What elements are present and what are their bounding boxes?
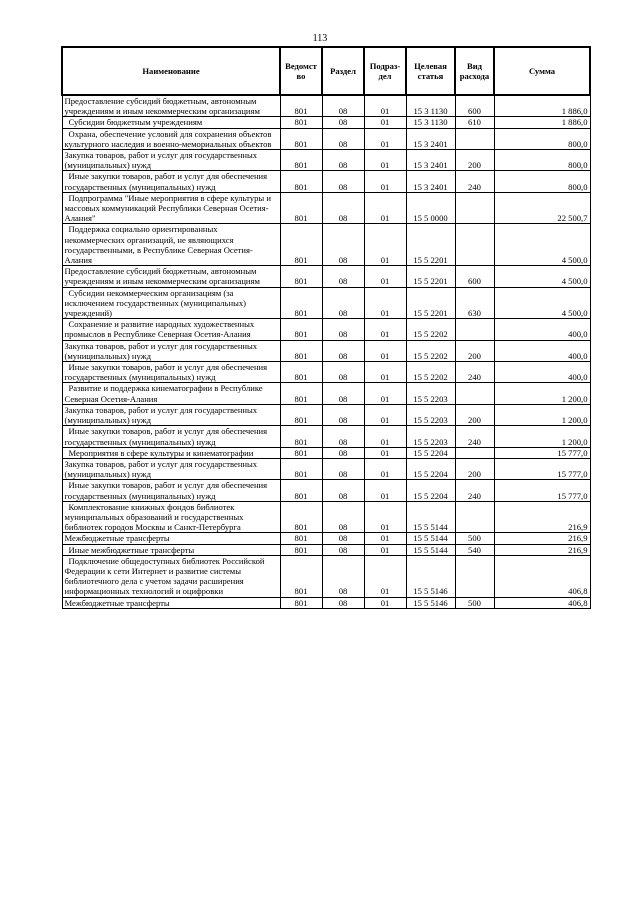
- cell-sum: 400,0: [494, 340, 590, 361]
- cell-section: 08: [322, 533, 364, 544]
- cell-section: 08: [322, 383, 364, 404]
- cell-name: Подпрограмма "Иные мероприятия в сфере культуры и массовых коммуникаций Республики Северная Осетия-Алания": [62, 192, 280, 224]
- cell-subsection: 01: [364, 555, 406, 597]
- cell-target: 15 5 5144: [406, 501, 455, 533]
- cell-section: 08: [322, 426, 364, 447]
- cell-sum: 22 500,7: [494, 192, 590, 224]
- header-name: Наименование: [62, 47, 280, 95]
- cell-subsection: 01: [364, 128, 406, 149]
- cell-name: Иные межбюджетные трансферты: [62, 544, 280, 555]
- cell-subsection: 01: [364, 287, 406, 319]
- cell-sum: 15 777,0: [494, 480, 590, 501]
- cell-sum: 216,9: [494, 544, 590, 555]
- header-subsection: Подраз- дел: [364, 47, 406, 95]
- cell-subsection: 01: [364, 597, 406, 608]
- cell-dept: 801: [280, 383, 322, 404]
- cell-dept: 801: [280, 224, 322, 266]
- cell-sum: 1 200,0: [494, 404, 590, 425]
- cell-target: 15 5 2204: [406, 480, 455, 501]
- cell-target: 15 5 5144: [406, 533, 455, 544]
- cell-subsection: 01: [364, 319, 406, 340]
- cell-dept: 801: [280, 287, 322, 319]
- cell-target: 15 3 2401: [406, 128, 455, 149]
- table-row: [62, 533, 590, 544]
- cell-type: 240: [455, 480, 494, 501]
- table-row: [62, 458, 590, 479]
- cell-section: 08: [322, 150, 364, 171]
- cell-subsection: 01: [364, 150, 406, 171]
- cell-section: 08: [322, 555, 364, 597]
- cell-dept: 801: [280, 426, 322, 447]
- cell-type: 500: [455, 597, 494, 608]
- cell-dept: 801: [280, 544, 322, 555]
- page-number: 113: [312, 33, 328, 44]
- table-row: [62, 362, 590, 383]
- table-row: [62, 340, 590, 361]
- cell-name: Субсидии бюджетным учреждениям: [62, 117, 280, 128]
- table-row: [62, 224, 590, 266]
- cell-target: 15 3 2401: [406, 171, 455, 192]
- cell-type: [455, 383, 494, 404]
- table-row: [62, 501, 590, 533]
- cell-type: [455, 319, 494, 340]
- cell-sum: 1 886,0: [494, 95, 590, 117]
- cell-type: [455, 555, 494, 597]
- table-row: [62, 128, 590, 149]
- cell-type: [455, 224, 494, 266]
- cell-target: 15 5 2202: [406, 319, 455, 340]
- cell-subsection: 01: [364, 340, 406, 361]
- cell-type: 200: [455, 340, 494, 361]
- cell-section: 08: [322, 340, 364, 361]
- cell-subsection: 01: [364, 383, 406, 404]
- cell-subsection: 01: [364, 117, 406, 128]
- cell-sum: 216,9: [494, 533, 590, 544]
- cell-dept: 801: [280, 95, 322, 117]
- cell-subsection: 01: [364, 266, 406, 287]
- cell-target: 15 3 2401: [406, 150, 455, 171]
- cell-name: Закупка товаров, работ и услуг для государственных (муниципальных) нужд: [62, 340, 280, 361]
- cell-name: Поддержка социально ориентированных некоммерческих организаций, не являющихся государственными, в Республике Северная Осетия-Алания: [62, 224, 280, 266]
- cell-dept: 801: [280, 362, 322, 383]
- cell-target: 15 5 2204: [406, 447, 455, 458]
- cell-name: Развитие и поддержка кинематографии в Республике Северная Осетия-Алания: [62, 383, 280, 404]
- cell-target: 15 3 1130: [406, 95, 455, 117]
- cell-subsection: 01: [364, 426, 406, 447]
- cell-dept: 801: [280, 458, 322, 479]
- cell-section: 08: [322, 362, 364, 383]
- cell-section: 08: [322, 480, 364, 501]
- cell-type: [455, 192, 494, 224]
- cell-dept: 801: [280, 480, 322, 501]
- cell-section: 08: [322, 501, 364, 533]
- cell-target: 15 5 2201: [406, 266, 455, 287]
- cell-name: Межбюджетные трансферты: [62, 597, 280, 608]
- cell-sum: 15 777,0: [494, 458, 590, 479]
- cell-dept: 801: [280, 266, 322, 287]
- cell-section: 08: [322, 117, 364, 128]
- cell-subsection: 01: [364, 171, 406, 192]
- cell-section: 08: [322, 171, 364, 192]
- header-dept: Ведомст во: [280, 47, 322, 95]
- cell-section: 08: [322, 404, 364, 425]
- cell-target: 15 5 2203: [406, 404, 455, 425]
- table-row: [62, 597, 590, 608]
- table-row: [62, 95, 590, 117]
- cell-subsection: 01: [364, 480, 406, 501]
- cell-name: Закупка товаров, работ и услуг для государственных (муниципальных) нужд: [62, 150, 280, 171]
- cell-dept: 801: [280, 533, 322, 544]
- cell-subsection: 01: [364, 362, 406, 383]
- cell-subsection: 01: [364, 501, 406, 533]
- cell-target: 15 5 2201: [406, 224, 455, 266]
- cell-name: Иные закупки товаров, работ и услуг для обеспечения государственных (муниципальных) нужд: [62, 480, 280, 501]
- cell-target: 15 5 0000: [406, 192, 455, 224]
- cell-sum: 400,0: [494, 362, 590, 383]
- cell-dept: 801: [280, 447, 322, 458]
- cell-section: 08: [322, 319, 364, 340]
- cell-target: 15 5 5146: [406, 555, 455, 597]
- table-row: [62, 383, 590, 404]
- cell-target: 15 5 2204: [406, 458, 455, 479]
- cell-sum: 1 200,0: [494, 426, 590, 447]
- cell-dept: 801: [280, 404, 322, 425]
- cell-sum: 400,0: [494, 319, 590, 340]
- table-row: [62, 426, 590, 447]
- cell-target: 15 3 1130: [406, 117, 455, 128]
- cell-type: 200: [455, 458, 494, 479]
- cell-name: Предоставление субсидий бюджетным, автономным учреждениям и иным некоммерческим организациям: [62, 95, 280, 117]
- cell-target: 15 5 2202: [406, 340, 455, 361]
- table-row: [62, 480, 590, 501]
- cell-name: Закупка товаров, работ и услуг для государственных (муниципальных) нужд: [62, 458, 280, 479]
- table-row: [62, 171, 590, 192]
- cell-section: 08: [322, 95, 364, 117]
- cell-section: 08: [322, 447, 364, 458]
- table-row: [62, 319, 590, 340]
- cell-type: 630: [455, 287, 494, 319]
- table-row: [62, 544, 590, 555]
- cell-sum: 800,0: [494, 150, 590, 171]
- cell-target: 15 5 2201: [406, 287, 455, 319]
- table-body: [62, 95, 590, 608]
- cell-name: Межбюджетные трансферты: [62, 533, 280, 544]
- cell-sum: 4 500,0: [494, 224, 590, 266]
- cell-type: 240: [455, 362, 494, 383]
- cell-target: 15 5 2203: [406, 383, 455, 404]
- cell-dept: 801: [280, 150, 322, 171]
- cell-type: 200: [455, 404, 494, 425]
- cell-dept: 801: [280, 340, 322, 361]
- cell-section: 08: [322, 458, 364, 479]
- cell-section: 08: [322, 266, 364, 287]
- cell-type: 540: [455, 544, 494, 555]
- cell-sum: 1 200,0: [494, 383, 590, 404]
- cell-sum: 216,9: [494, 501, 590, 533]
- cell-dept: 801: [280, 319, 322, 340]
- cell-dept: 801: [280, 597, 322, 608]
- cell-type: 200: [455, 150, 494, 171]
- cell-section: 08: [322, 192, 364, 224]
- header-sum: Сумма: [494, 47, 590, 95]
- cell-sum: 15 777,0: [494, 447, 590, 458]
- cell-type: 240: [455, 426, 494, 447]
- table-row: [62, 555, 590, 597]
- cell-name: Сохранение и развитие народных художественных промыслов в Республике Северная Осетия-Алания: [62, 319, 280, 340]
- cell-name: Предоставление субсидий бюджетным, автономным учреждениям и иным некоммерческим организациям: [62, 266, 280, 287]
- cell-name: Мероприятия в сфере культуры и кинематографии: [62, 447, 280, 458]
- cell-dept: 801: [280, 555, 322, 597]
- budget-table: [61, 46, 591, 609]
- table-row: [62, 266, 590, 287]
- cell-subsection: 01: [364, 544, 406, 555]
- cell-section: 08: [322, 128, 364, 149]
- cell-dept: 801: [280, 501, 322, 533]
- cell-sum: 800,0: [494, 171, 590, 192]
- cell-dept: 801: [280, 117, 322, 128]
- cell-subsection: 01: [364, 533, 406, 544]
- cell-type: 610: [455, 117, 494, 128]
- cell-type: [455, 447, 494, 458]
- header-target: Целевая статья: [406, 47, 455, 95]
- cell-name: Иные закупки товаров, работ и услуг для обеспечения государственных (муниципальных) нужд: [62, 426, 280, 447]
- cell-sum: 1 886,0: [494, 117, 590, 128]
- header-type: Вид расхода: [455, 47, 494, 95]
- cell-sum: 4 500,0: [494, 266, 590, 287]
- cell-subsection: 01: [364, 192, 406, 224]
- cell-subsection: 01: [364, 224, 406, 266]
- table-row: [62, 404, 590, 425]
- cell-name: Иные закупки товаров, работ и услуг для обеспечения государственных (муниципальных) нужд: [62, 362, 280, 383]
- cell-target: 15 5 5144: [406, 544, 455, 555]
- cell-sum: 406,8: [494, 555, 590, 597]
- cell-section: 08: [322, 287, 364, 319]
- table-row: [62, 117, 590, 128]
- cell-subsection: 01: [364, 447, 406, 458]
- table-row: [62, 447, 590, 458]
- cell-section: 08: [322, 224, 364, 266]
- cell-target: 15 5 2203: [406, 426, 455, 447]
- table-row: [62, 150, 590, 171]
- cell-name: Охрана, обеспечение условий для сохранения объектов культурного наследия и военно-мемориальных объектов: [62, 128, 280, 149]
- cell-sum: 406,8: [494, 597, 590, 608]
- cell-dept: 801: [280, 192, 322, 224]
- table-row: [62, 287, 590, 319]
- cell-section: 08: [322, 544, 364, 555]
- cell-type: [455, 501, 494, 533]
- cell-name: Субсидии некоммерческим организациям (за исключением государственных (муниципальных) учреждений): [62, 287, 280, 319]
- header-row: [62, 47, 590, 95]
- cell-name: Комплектование книжных фондов библиотек муниципальных образований и государственных библиотек городов Москвы и Санкт-Петербурга: [62, 501, 280, 533]
- cell-target: 15 5 5146: [406, 597, 455, 608]
- cell-type: [455, 128, 494, 149]
- cell-type: 500: [455, 533, 494, 544]
- table-row: [62, 192, 590, 224]
- cell-type: 600: [455, 266, 494, 287]
- cell-subsection: 01: [364, 458, 406, 479]
- cell-name: Подключение общедоступных библиотек Российской Федерации к сети Интернет и развитие системы библиотечного дела с учетом задачи расширения информационных технологий и оцифровки: [62, 555, 280, 597]
- cell-type: 240: [455, 171, 494, 192]
- cell-subsection: 01: [364, 404, 406, 425]
- cell-sum: 4 500,0: [494, 287, 590, 319]
- cell-sum: 800,0: [494, 128, 590, 149]
- cell-type: 600: [455, 95, 494, 117]
- cell-name: Закупка товаров, работ и услуг для государственных (муниципальных) нужд: [62, 404, 280, 425]
- cell-dept: 801: [280, 128, 322, 149]
- cell-name: Иные закупки товаров, работ и услуг для обеспечения государственных (муниципальных) нужд: [62, 171, 280, 192]
- header-section: Раздел: [322, 47, 364, 95]
- cell-dept: 801: [280, 171, 322, 192]
- cell-section: 08: [322, 597, 364, 608]
- cell-subsection: 01: [364, 95, 406, 117]
- cell-target: 15 5 2202: [406, 362, 455, 383]
